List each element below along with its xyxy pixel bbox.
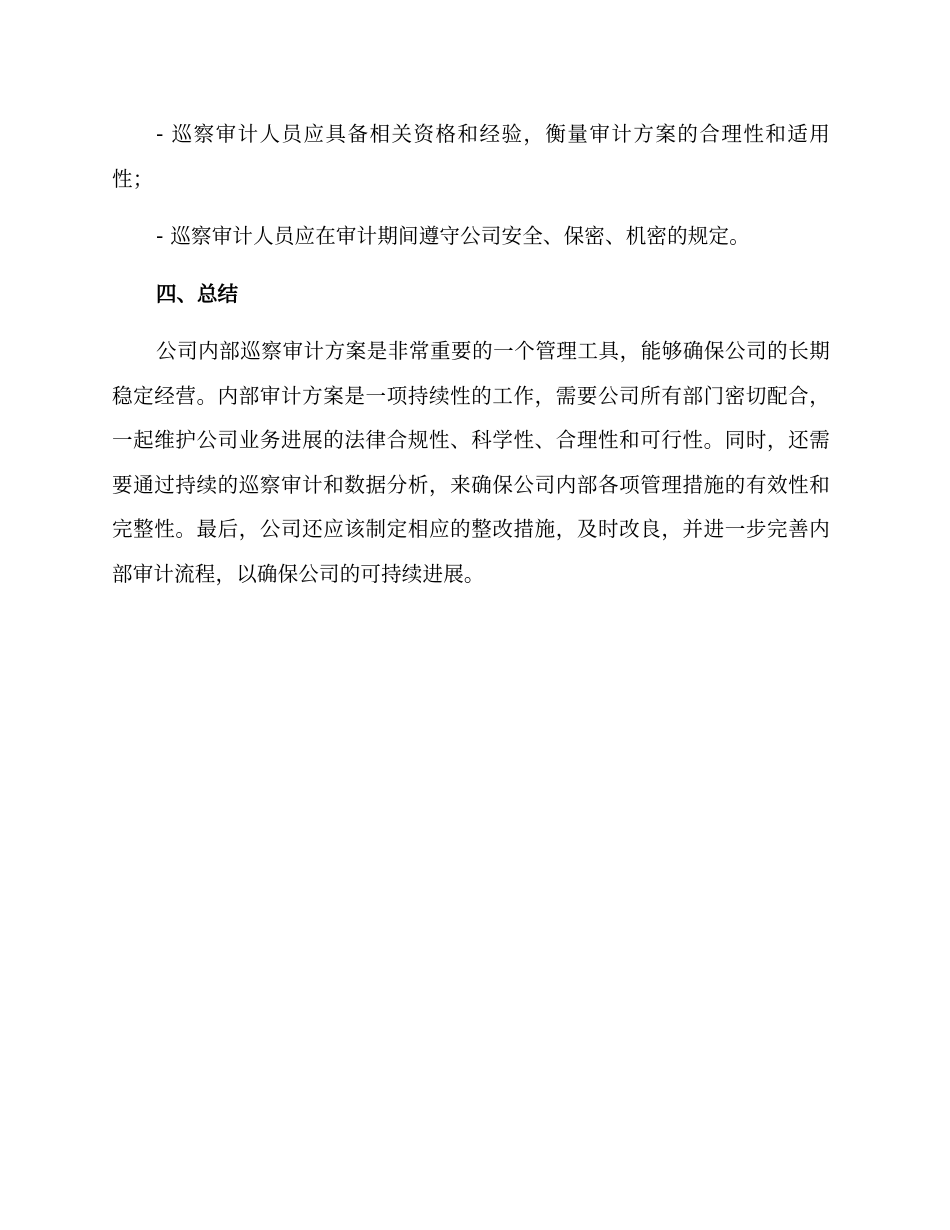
document-page bbox=[112, 112, 830, 596]
bullet-item-confidentiality: - 巡察审计人员应在审计期间遵守公司安全、保密、机密的规定。 bbox=[156, 224, 750, 248]
bullet-item-qualification: - 巡察审计人员应具备相关资格和经验，衡量审计方案的合理性和适用性； bbox=[112, 122, 830, 191]
summary-paragraph: 公司内部巡察审计方案是非常重要的一个管理工具，能够确保公司的长期稳定经营。内部审计方案是一项持续性的工作，需要公司所有部门密切配合，一起维护公司业务进展的法律合规性、科学性、合理性和可行性。同时，还需要通过持续的巡察审计和数据分析，来确保公司内部各项管理措施的有效性和完整性。最后，公司还应该制定相应的整改措施，及时改良，并进一步完善内部审计流程，以确保公司的可持续进展。 bbox=[112, 339, 830, 586]
section-heading-summary: 四、总结 bbox=[156, 281, 238, 306]
